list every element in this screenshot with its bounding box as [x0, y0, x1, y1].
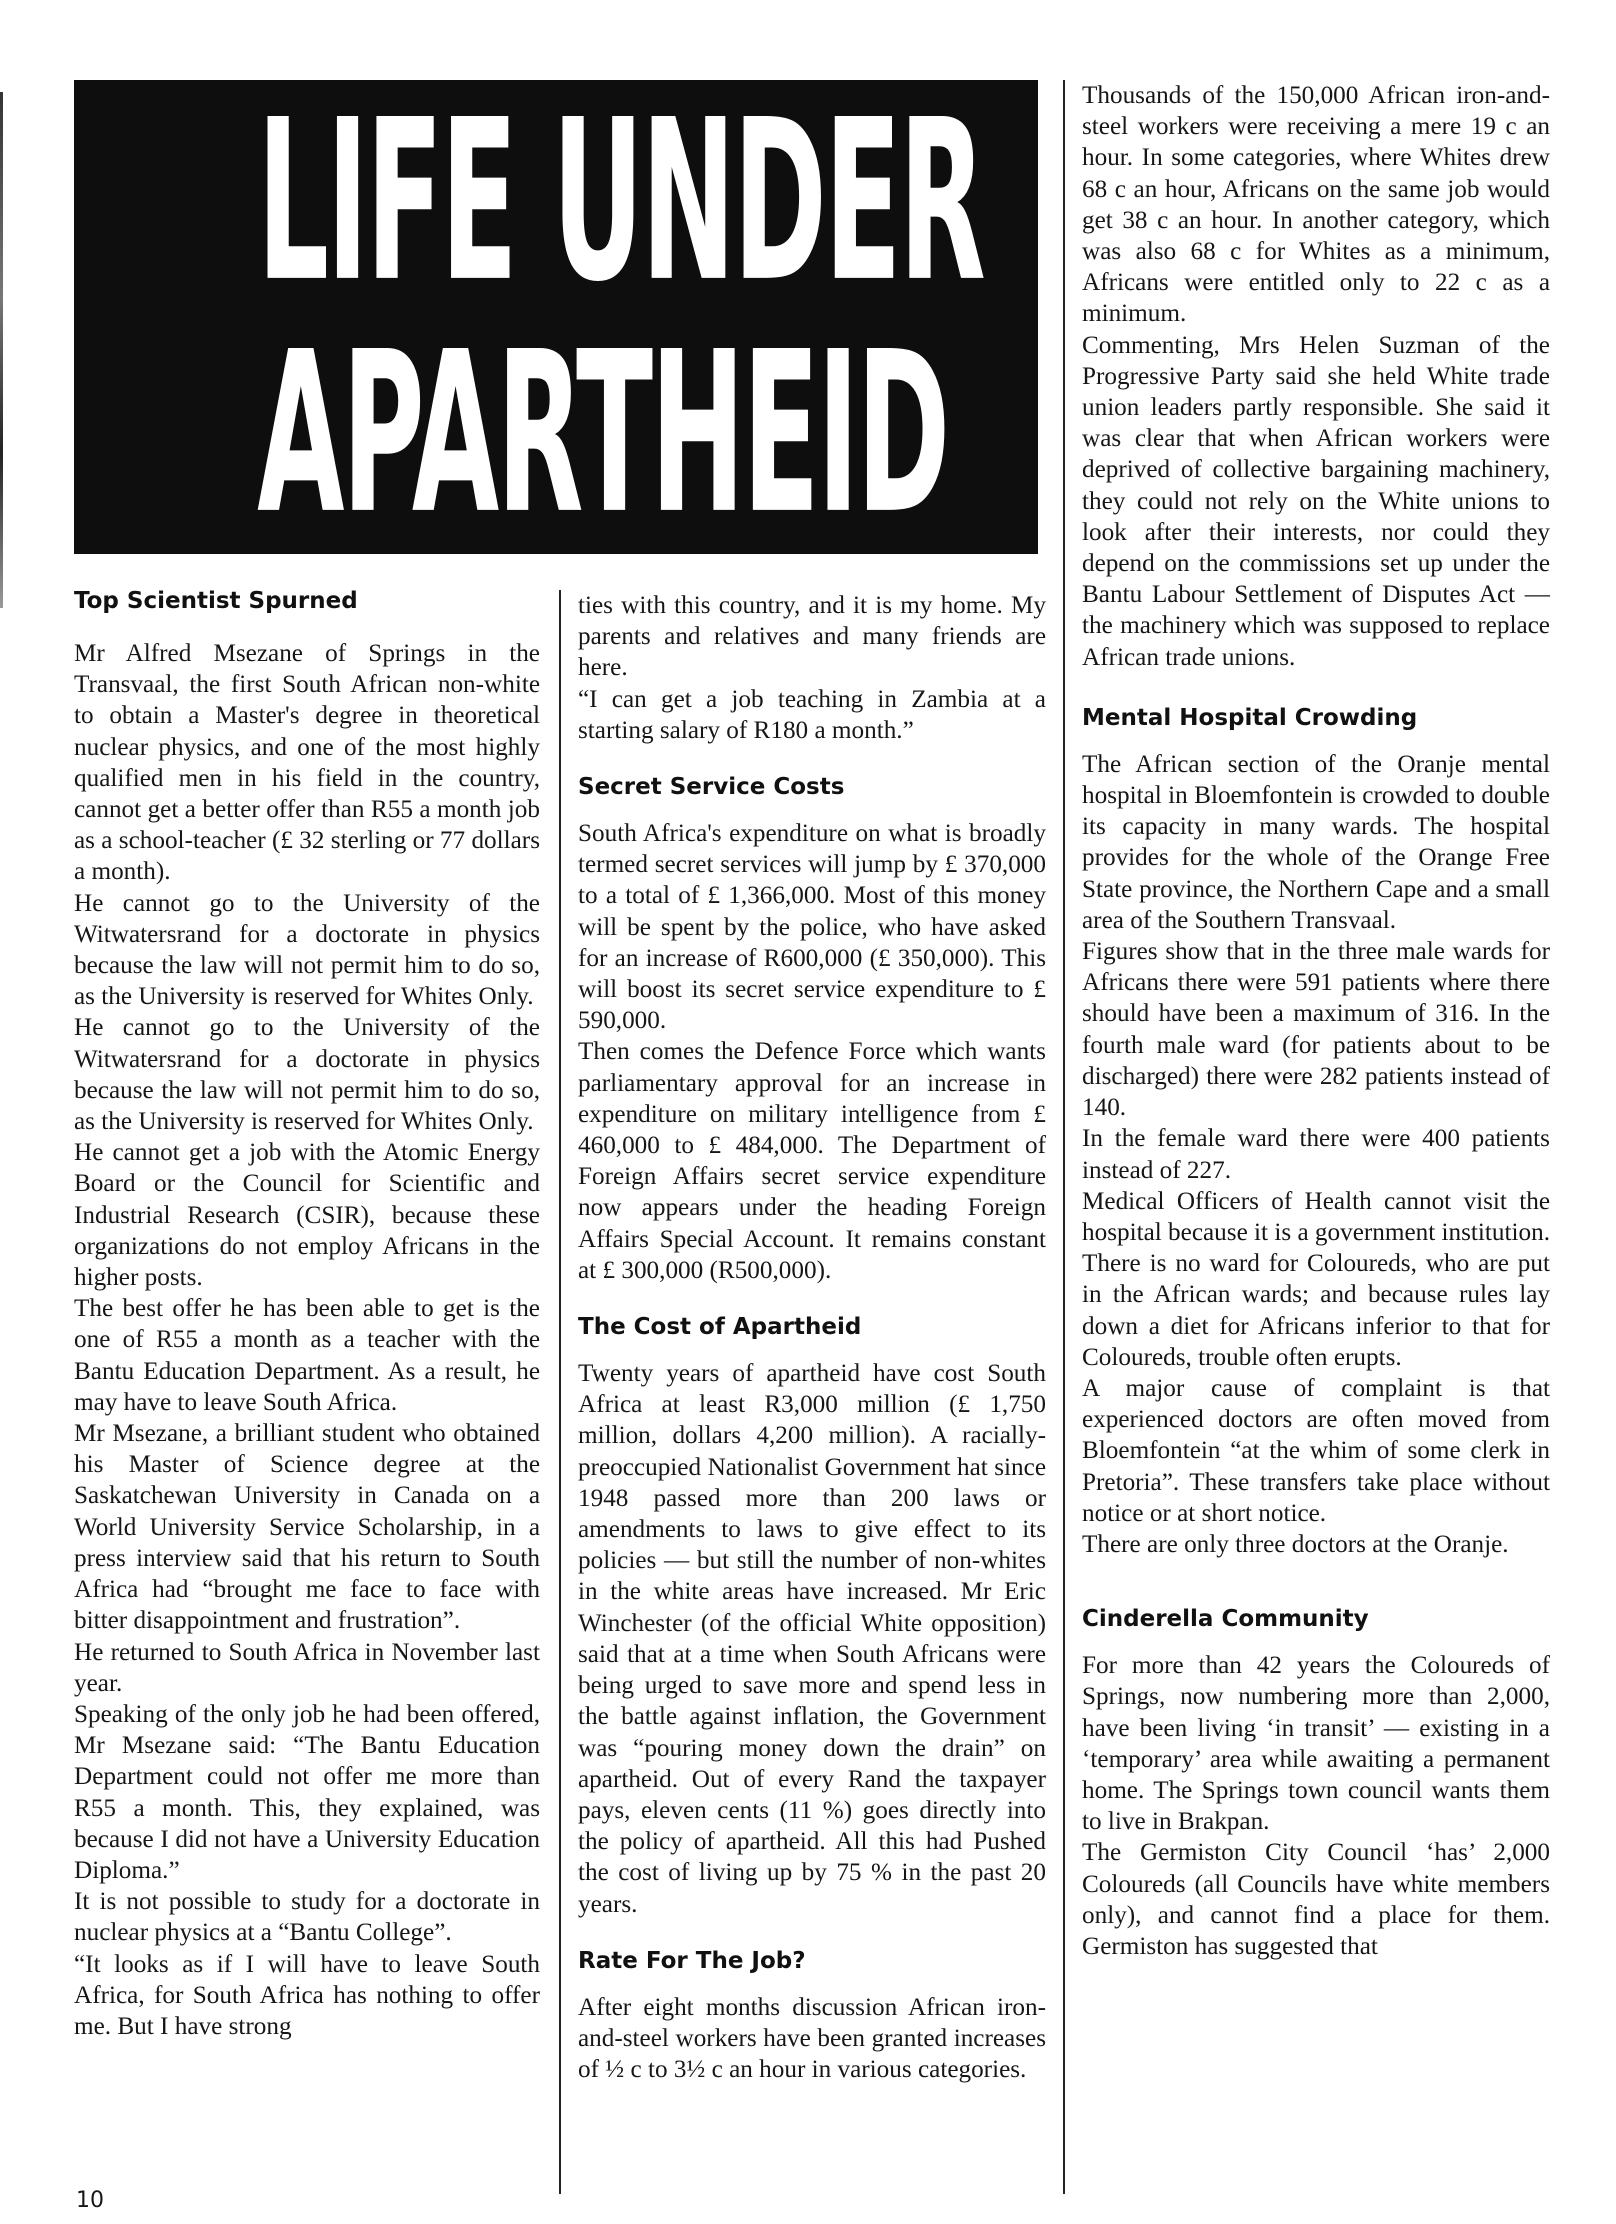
paragraph: He returned to South Africa in November last year.: [74, 1638, 540, 1697]
paragraph: Thousands of the 150,000 African iron-and-steel workers were receiving a mere 19 c an hour. In some categories, where Whites drew 68 c an hour, Africans on the same job would get 38 c an hour. In another category, which was also 68 c for Whites as a minimum, Africans were entitled only to 22 c as a minimum.: [1082, 82, 1550, 328]
column-rule-2: [1063, 80, 1065, 2194]
heading-rate-for-the-job: Rate For The Job?: [578, 1947, 806, 1974]
paragraph: After eight months discussion African iron-and-steel workers have been granted increases of ½ c to 3½ c an hour in various categories.: [578, 1993, 1046, 2084]
paragraph: He cannot go to the University of the Witwatersrand for a doctorate in physics because the law will not permit him to do so, as the University is reserved for Whites Only.: [74, 1014, 540, 1136]
heading-top-scientist-spurned: Top Scientist Spurned: [74, 588, 358, 614]
paragraph: The Germiston City Council ‘has’ 2,000 Coloureds (all Councils have white members only), and cannot find a place for them. Germiston has suggested that: [1082, 1839, 1550, 1960]
paragraph: ties with this country, and it is my home. My parents and relatives and many friends are here.: [578, 592, 1046, 682]
paragraph: Twenty years of apartheid have cost South Africa at least R3,000 million (£ 1,750 million, dollars 4,200 million). A racially-preoccupied Nationalist Government hat since 1948 passed more than 200 laws or amendments to laws to give effect to its policies — but still the number of non-whites in the white areas have increased. Mr Eric Winchester (of the official White opposition) said that at a time when South Africans were being urged to save more and spend less in the battle against inflation, the Government was “pouring money down the drain” on apartheid. Out of every Rand the taxpayer pays, eleven cents (11 %) goes directly into the policy of apartheid. All this had Pushed the cost of living up by 75 % in the past 20 years.: [578, 1360, 1046, 1918]
paragraph: It is not possible to study for a doctorate in nuclear physics at a “Bantu College”.: [74, 1888, 540, 1947]
paragraph: South Africa's expenditure on what is broadly termed secret services will jump by £ 370,000 to a total of £ 1,366,000. Most of this money will be spent by the police, who have asked for an increase of R600,000 (£ 350,000). This will boost its secret service expenditure to £ 590,000.: [578, 820, 1046, 1035]
paragraph: Medical Officers of Health cannot visit the hospital because it is a government institution.: [1082, 1187, 1550, 1246]
paragraph: “I can get a job teaching in Zambia at a starting salary of R180 a month.”: [578, 685, 1046, 744]
heading-cost-of-apartheid: The Cost of Apartheid: [578, 1314, 862, 1341]
paragraph: A major cause of complaint is that experienced doctors are often moved from Bloemfontein “at the whim of some clerk in Pretoria”. These transfers take place without notice or at short notice.: [1082, 1374, 1550, 1527]
headline-line-2: APARTHEID: [257, 303, 948, 554]
column-1: [74, 586, 540, 2042]
paragraph: Mr Alfred Msezane of Springs in the Transvaal, the first South African non-white to obtain a Master's degree in theoretical nuclear physics, and one of the most highly qualified men in his field in the country, cannot get a better offer than R55 a month job as a school-teacher (£ 32 sterling or 77 dollars a month).: [74, 640, 540, 886]
paragraph: Commenting, Mrs Helen Suzman of the Progressive Party said she held White trade union leaders partly responsible. She said it was clear that when African workers were deprived of collective bargaining machinery, they could not rely on the White unions to look after their interests, nor could they depend on the commissions set up under the Bantu Labour Settlement of Disputes Act — the machinery which was supposed to replace African trade unions.: [1082, 331, 1550, 671]
paragraph: Then comes the Defence Force which wants parliamentary approval for an increase in expenditure on military intelligence from £ 460,000 to £ 484,000. The Department of Foreign Affairs secret service expenditure now appears under the heading Foreign Affairs Special Account. It remains constant at £ 300,000 (R500,000).: [578, 1038, 1046, 1284]
paragraph: In the female ward there were 400 patients instead of 227.: [1082, 1125, 1550, 1184]
headline-line-1: LIFE UNDER: [257, 80, 984, 331]
paragraph: There are only three doctors at the Oranje.: [1082, 1530, 1509, 1558]
column-rule-1: [559, 590, 561, 2194]
headline-banner: [74, 80, 1038, 554]
binding-edge: [0, 92, 3, 608]
paragraph: For more than 42 years the Coloureds of Springs, now numbering more than 2,000, have been living ‘in transit’ — existing in a ‘temporary’ area while awaiting a permanent home. The Springs town council wants them to live in Brakpan.: [1082, 1652, 1550, 1836]
column-2: [578, 590, 1046, 2085]
paragraph: Figures show that in the three male wards for Africans there were 591 patients where there should have been a maximum of 316. In the fourth male ward (for patients about to be discharged) there were 282 patients instead of 140.: [1082, 938, 1550, 1122]
column-3: [1082, 80, 1550, 1962]
paragraph: “It looks as if I will have to leave South Africa, for South Africa has nothing to offer me. But I have strong: [74, 1950, 540, 2040]
heading-cinderella-community: Cinderella Community: [1082, 1606, 1369, 1633]
paragraph: Mr Msezane, a brilliant student who obtained his Master of Science degree at the Saskatchewan University in Canada on a World University Service Scholarship, in a press interview said that his return to South Africa had “brought me face to face with bitter disappointment and frustration”.: [74, 1420, 540, 1635]
paragraph: Speaking of the only job he had been offered, Mr Msezane said: “The Bantu Education Department could not offer me more than R55 a month. This, they explained, was because I did not have a University Education Diploma.”: [74, 1700, 540, 1884]
page-number: 10: [76, 2188, 104, 2213]
paragraph: He cannot get a job with the Atomic Energy Board or the Council for Scientific and Industrial Research (CSIR), because these organizations do not employ Africans in the higher posts.: [74, 1139, 540, 1292]
paragraph: There is no ward for Coloureds, who are put in the African wards; and because rules lay down a diet for Africans inferior to that for Coloureds, trouble often erupts.: [1082, 1250, 1550, 1371]
heading-secret-service-costs: Secret Service Costs: [578, 774, 845, 801]
paragraph: The African section of the Oranje mental hospital in Bloemfontein is crowded to double its capacity in many wards. The hospital provides for the whole of the Orange Free State province, the Northern Cape and a small area of the Southern Transvaal.: [1082, 750, 1550, 934]
paragraph: He cannot go to the University of the Witwatersrand for a doctorate in physics because the law will not permit him to do so, as the University is reserved for Whites Only.: [74, 889, 540, 1011]
paragraph: The best offer he has been able to get is the one of R55 a month as a teacher with the Bantu Education Department. As a result, he may have to leave South Africa.: [74, 1295, 540, 1416]
heading-mental-hospital-crowding: Mental Hospital Crowding: [1082, 704, 1418, 731]
